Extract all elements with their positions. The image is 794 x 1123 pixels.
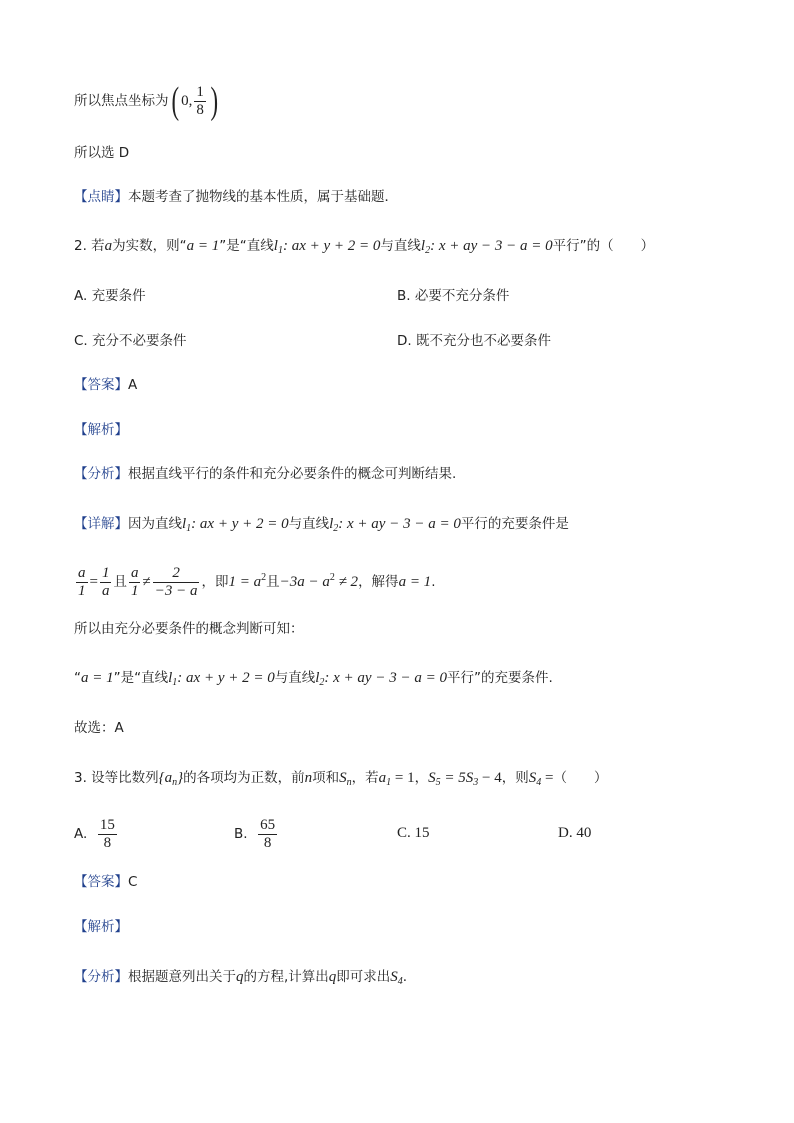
line-l2: l — [329, 516, 334, 532]
var-Sn: S — [339, 770, 347, 786]
frac-num: 1 — [101, 564, 110, 581]
sub-4: 4 — [536, 777, 542, 788]
line-l2: l — [420, 238, 426, 254]
fraction-15-8 — [98, 817, 117, 852]
fraction-65-8 — [258, 817, 277, 852]
frac-den: −3 − a — [154, 582, 198, 599]
var-S5: S — [428, 770, 436, 786]
frac-den: 8 — [103, 834, 112, 851]
S4-eq: = — [541, 770, 554, 786]
sub-n: n — [172, 777, 178, 788]
eq-l2: : x + ay − 3 − a = 0 — [338, 516, 461, 532]
text-select-d: 所以选 D — [74, 145, 130, 161]
text-segment: 所以焦点坐标为 — [74, 93, 169, 109]
q2-tail: 平行”的（ ） — [552, 238, 655, 254]
xj-b: 与直线 — [288, 516, 330, 532]
q2-option-b: B. 必要不充分条件 — [397, 288, 510, 304]
fraction-a-over-1 — [76, 565, 88, 600]
option-letter: A. — [74, 826, 88, 842]
q2-fraction-condition — [74, 558, 435, 602]
sub-1: 1 — [386, 777, 392, 788]
question-3-stem — [74, 768, 607, 793]
period: . — [402, 969, 408, 985]
q3-mid1: 的各项均为正数，前 — [183, 770, 305, 786]
fx-c: 即可求出 — [336, 969, 391, 985]
frac-num: 65 — [260, 816, 276, 833]
line-l1: l — [182, 516, 187, 532]
equals-sign: = — [89, 574, 98, 590]
frac-num: a — [78, 564, 86, 581]
expr-a-eq-1: a = 1 — [398, 574, 432, 590]
coord-x: 0, — [181, 93, 193, 109]
line-l1: l — [168, 670, 173, 686]
var-S4: S — [528, 770, 537, 786]
q2-answer — [74, 375, 137, 395]
q2-option-c: C. 充分不必要条件 — [74, 333, 187, 349]
text-focus-coordinate — [74, 82, 221, 120]
sub-3: 3 — [473, 777, 479, 788]
fraction-1-over-a — [100, 565, 112, 600]
right-paren: ) — [210, 80, 219, 122]
xj-c: 平行的充要条件是 — [460, 516, 569, 532]
line-l1: l — [273, 238, 278, 254]
q3-fenxi — [74, 967, 407, 992]
frac-den: 1 — [78, 582, 86, 599]
answer-value: A — [128, 377, 138, 393]
q2-xiangjie — [74, 514, 569, 539]
l1-sub: 1 — [277, 245, 283, 256]
q3-mid3: ，若 — [351, 770, 379, 786]
q2-option-a: A. 充要条件 — [74, 288, 146, 304]
q3-tail: （ ） — [553, 770, 608, 786]
question-2-stem — [74, 236, 654, 261]
tag-fenxi: 【分析】 — [74, 466, 128, 482]
fraction-2-over-neg3-minus-a — [153, 565, 200, 600]
l2-sub: 2 — [425, 245, 431, 256]
q2-mid3: 与直线 — [380, 238, 421, 254]
tag-xiangjie: 【详解】 — [74, 516, 128, 532]
xj-a: 因为直线 — [128, 516, 182, 532]
frac-den: a — [101, 582, 110, 599]
sup-2: 2 — [329, 572, 335, 583]
fx-b: 的方程,计算出 — [243, 969, 329, 985]
eq-l2: : x + ay − 3 − a = 0 — [430, 238, 553, 254]
q3-option-b — [234, 814, 279, 854]
S5-eq: = 5S — [440, 770, 474, 786]
q3-lead: 3. 设等比数列 — [74, 770, 159, 786]
frac-den: 1 — [130, 582, 139, 599]
quote-open: “ — [74, 670, 81, 686]
frac-num: 15 — [99, 816, 115, 833]
fenxi-content: 根据直线平行的条件和充分必要条件的概念可判断结果. — [128, 466, 457, 482]
option-letter: B. — [234, 826, 248, 842]
fraction-a-over-1-b — [129, 565, 141, 600]
q2-option-d: D. 既不充分也不必要条件 — [397, 333, 551, 349]
line-l2: l — [315, 670, 320, 686]
frac-den: 8 — [263, 834, 272, 851]
seq-end: } — [177, 770, 184, 786]
var-q: q — [236, 969, 244, 985]
tag-fenxi: 【分析】 — [74, 969, 128, 985]
cond-a-eq-1: a = 1 — [186, 238, 220, 254]
sup-2: 2 — [261, 572, 267, 583]
text-jiede: ，解得 — [358, 574, 399, 590]
eq-l2: : x + ay − 3 − a = 0 — [324, 670, 447, 686]
cond-a-eq-1: a = 1 — [81, 670, 114, 686]
q2-fenxi — [74, 464, 456, 484]
neq-sign: ≠ — [142, 574, 151, 590]
q3-option-a — [74, 814, 119, 854]
fraction-one-eighth — [194, 84, 206, 119]
eq-l1: : ax + y + 2 = 0 — [177, 670, 275, 686]
q3-mid4: ，则 — [501, 770, 529, 786]
q3-mid2: 项和 — [312, 770, 340, 786]
left-paren: ( — [171, 80, 179, 122]
q2-lead: 2. 若 — [74, 238, 105, 254]
tag-answer: 【答案】 — [74, 874, 128, 890]
dianjing-content: 本题考查了抛物线的基本性质，属于基础题． — [128, 189, 398, 205]
tag-analysis: 【解析】 — [74, 422, 128, 438]
l1-sub: 1 — [172, 677, 178, 688]
q3-analysis-tag — [74, 917, 128, 937]
tag-analysis: 【解析】 — [74, 919, 128, 935]
frac-num: 2 — [153, 565, 200, 583]
seq-an: {a — [158, 770, 173, 786]
q2-analysis-tag — [74, 420, 128, 440]
text-ji: ，即 — [201, 574, 229, 590]
text-qie-2: 且 — [266, 574, 280, 590]
S5-end: − 4 — [478, 770, 502, 786]
sub-5: 5 — [435, 777, 441, 788]
eq-l1: : ax + y + 2 = 0 — [282, 238, 381, 254]
frac-den: 8 — [196, 101, 204, 118]
var-S4: S — [390, 969, 398, 985]
frac-num: a — [130, 564, 139, 581]
q2-select: 故选：A — [74, 720, 124, 736]
l2-sub: 2 — [333, 523, 339, 534]
var-q: q — [328, 969, 337, 985]
q3-option-c: C. 15 — [397, 825, 430, 841]
sub-n: n — [346, 777, 352, 788]
answer-value: C — [128, 874, 138, 890]
q2-conclusion-1: 所以由充分必要条件的概念判断可知： — [74, 621, 304, 637]
conc2-c: 与直线 — [274, 670, 316, 686]
l1-sub: 1 — [186, 523, 192, 534]
text-dianjing — [74, 187, 398, 207]
q3-option-d: D. 40 — [558, 825, 592, 841]
expr-neq-2: ≠ 2 — [334, 574, 359, 590]
conc2-b: ”是“直线 — [113, 670, 169, 686]
q2-conclusion-2 — [74, 668, 553, 693]
a1-eq: = 1 — [391, 770, 415, 786]
period: . — [431, 574, 436, 590]
expr-neg3a: −3a − a — [279, 574, 330, 590]
tag-dianjing: 【点睛】 — [74, 189, 128, 205]
expr-1-eq-a2: 1 = a — [228, 574, 262, 590]
comma: ， — [414, 770, 429, 786]
conc2-d: 平行”的充要条件. — [446, 670, 553, 686]
text-qie: 且 — [113, 574, 127, 590]
frac-num: 1 — [196, 83, 204, 100]
q2-mid2: ”是“直线 — [219, 238, 274, 254]
l2-sub: 2 — [319, 677, 325, 688]
q2-mid1: 为实数，则“ — [112, 238, 187, 254]
fx-a: 根据题意列出关于 — [128, 969, 236, 985]
q3-answer — [74, 872, 137, 892]
var-a: a — [104, 238, 113, 254]
sub-4: 4 — [397, 976, 403, 987]
eq-l1: : ax + y + 2 = 0 — [191, 516, 289, 532]
var-a1: a — [378, 770, 387, 786]
tag-answer: 【答案】 — [74, 377, 128, 393]
var-n: n — [304, 770, 313, 786]
